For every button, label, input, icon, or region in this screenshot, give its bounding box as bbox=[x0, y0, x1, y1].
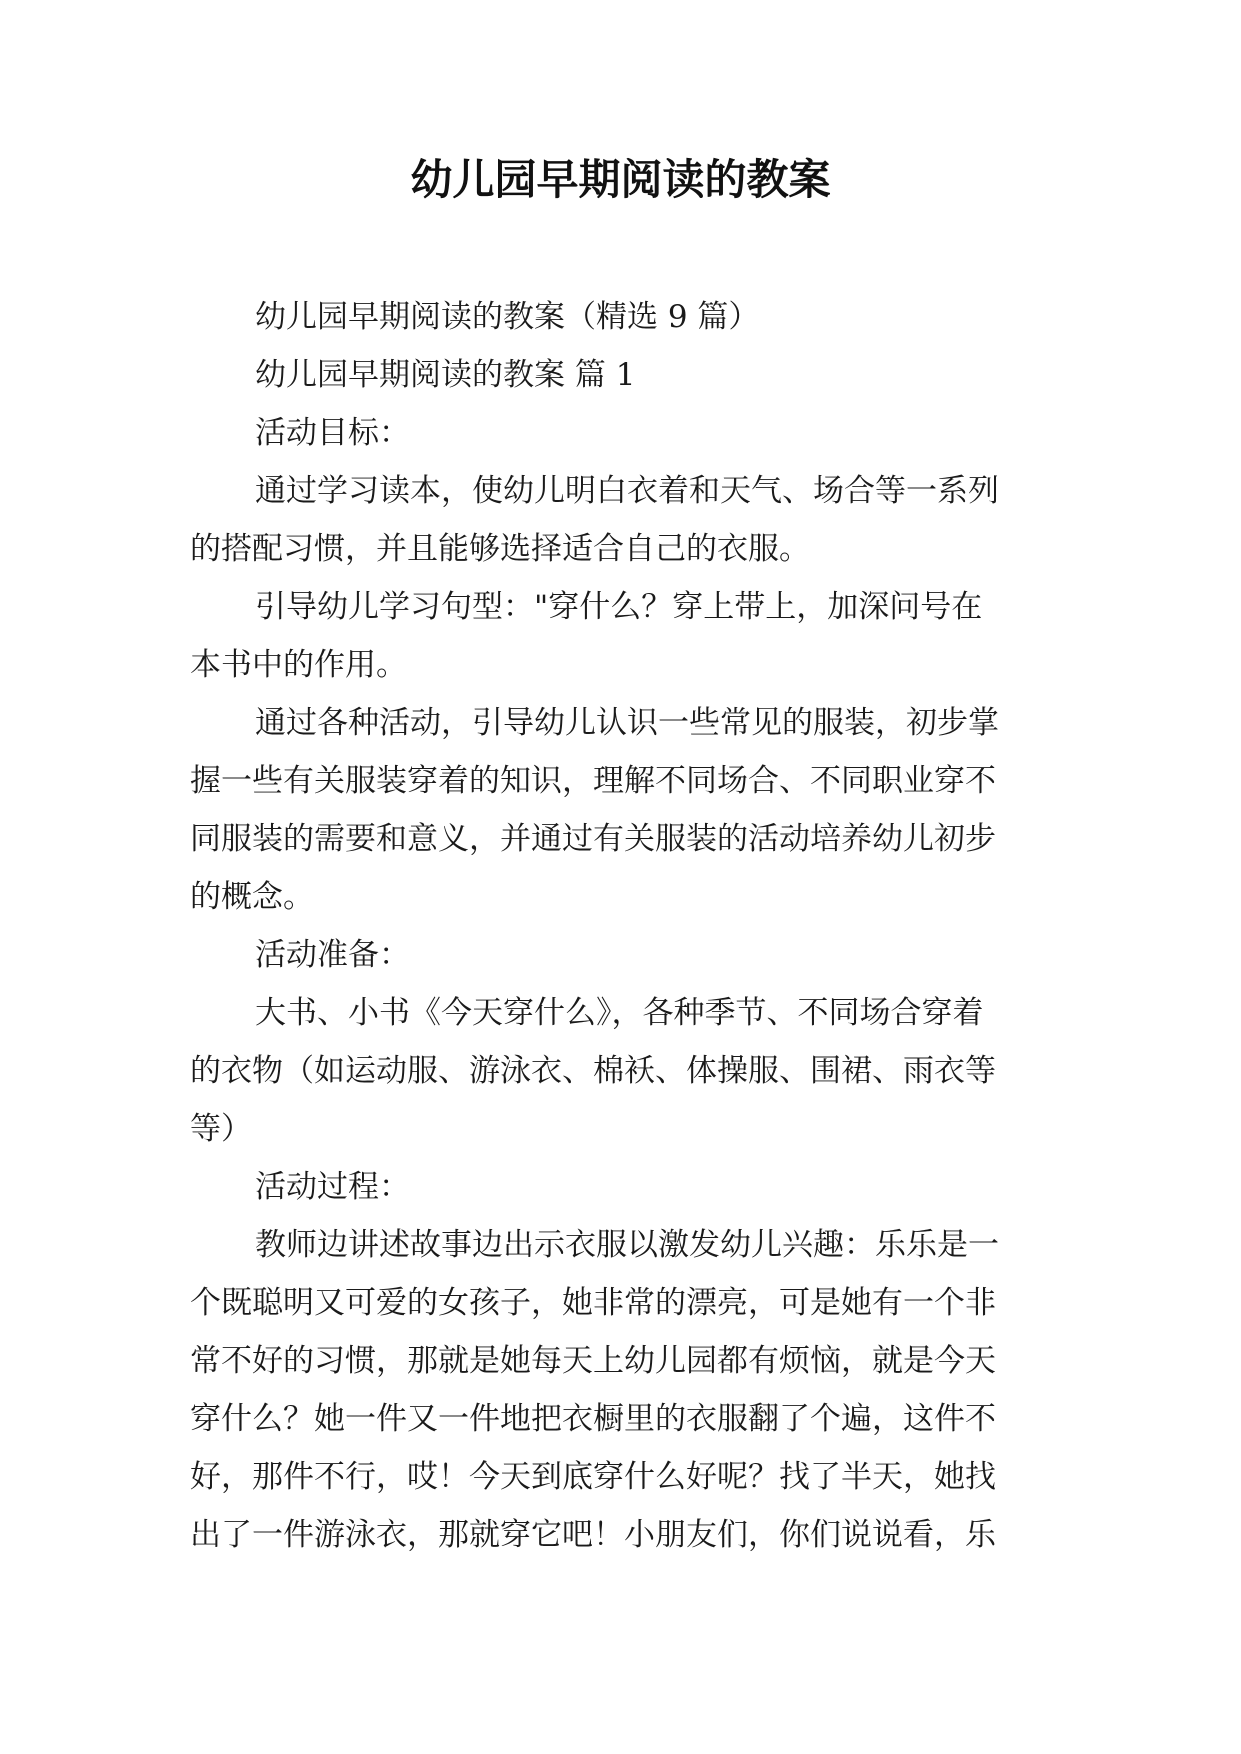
text-line: 引导幼儿学习句型："穿什么？穿上带上，加深问号在 bbox=[255, 589, 983, 625]
text-line: 的搭配习惯，并且能够选择适合自己的衣服。 bbox=[190, 531, 810, 567]
text-line: 的概念。 bbox=[190, 879, 314, 915]
text-line: 幼儿园早期阅读的教案（精选 9 篇） bbox=[255, 299, 760, 335]
text-line: 的衣物（如运动服、游泳衣、棉袄、体操服、围裙、雨衣等 bbox=[190, 1053, 996, 1089]
text-line: 个既聪明又可爱的女孩子，她非常的漂亮，可是她有一个非 bbox=[190, 1285, 996, 1321]
text-line: 教师边讲述故事边出示衣服以激发幼儿兴趣：乐乐是一 bbox=[255, 1227, 999, 1263]
text-line: 通过各种活动，引导幼儿认识一些常见的服装，初步掌 bbox=[255, 705, 999, 741]
text-line: 等） bbox=[190, 1111, 252, 1147]
text-line: 大书、小书《今天穿什么》，各种季节、不同场合穿着 bbox=[255, 995, 984, 1031]
text-line: 本书中的作用。 bbox=[190, 647, 407, 683]
text-line: 握一些有关服装穿着的知识，理解不同场合、不同职业穿不 bbox=[190, 763, 996, 799]
text-line: 活动目标： bbox=[255, 415, 410, 451]
text-line: 活动准备： bbox=[255, 937, 410, 973]
text-line: 幼儿园早期阅读的教案 篇 1 bbox=[255, 357, 636, 393]
text-line: 通过学习读本，使幼儿明白衣着和天气、场合等一系列 bbox=[255, 473, 999, 509]
text-line: 好，那件不行，哎！今天到底穿什么好呢？找了半天，她找 bbox=[190, 1459, 996, 1495]
document-title: 幼儿园早期阅读的教案 bbox=[410, 155, 831, 204]
text-line: 常不好的习惯，那就是她每天上幼儿园都有烦恼，就是今天 bbox=[190, 1343, 996, 1379]
text-line: 活动过程： bbox=[255, 1169, 410, 1205]
text-line: 同服装的需要和意义，并通过有关服装的活动培养幼儿初步 bbox=[190, 821, 996, 857]
text-line: 出了一件游泳衣，那就穿它吧！小朋友们，你们说说看，乐 bbox=[190, 1517, 996, 1553]
text-line: 穿什么？她一件又一件地把衣橱里的衣服翻了个遍，这件不 bbox=[190, 1401, 996, 1437]
